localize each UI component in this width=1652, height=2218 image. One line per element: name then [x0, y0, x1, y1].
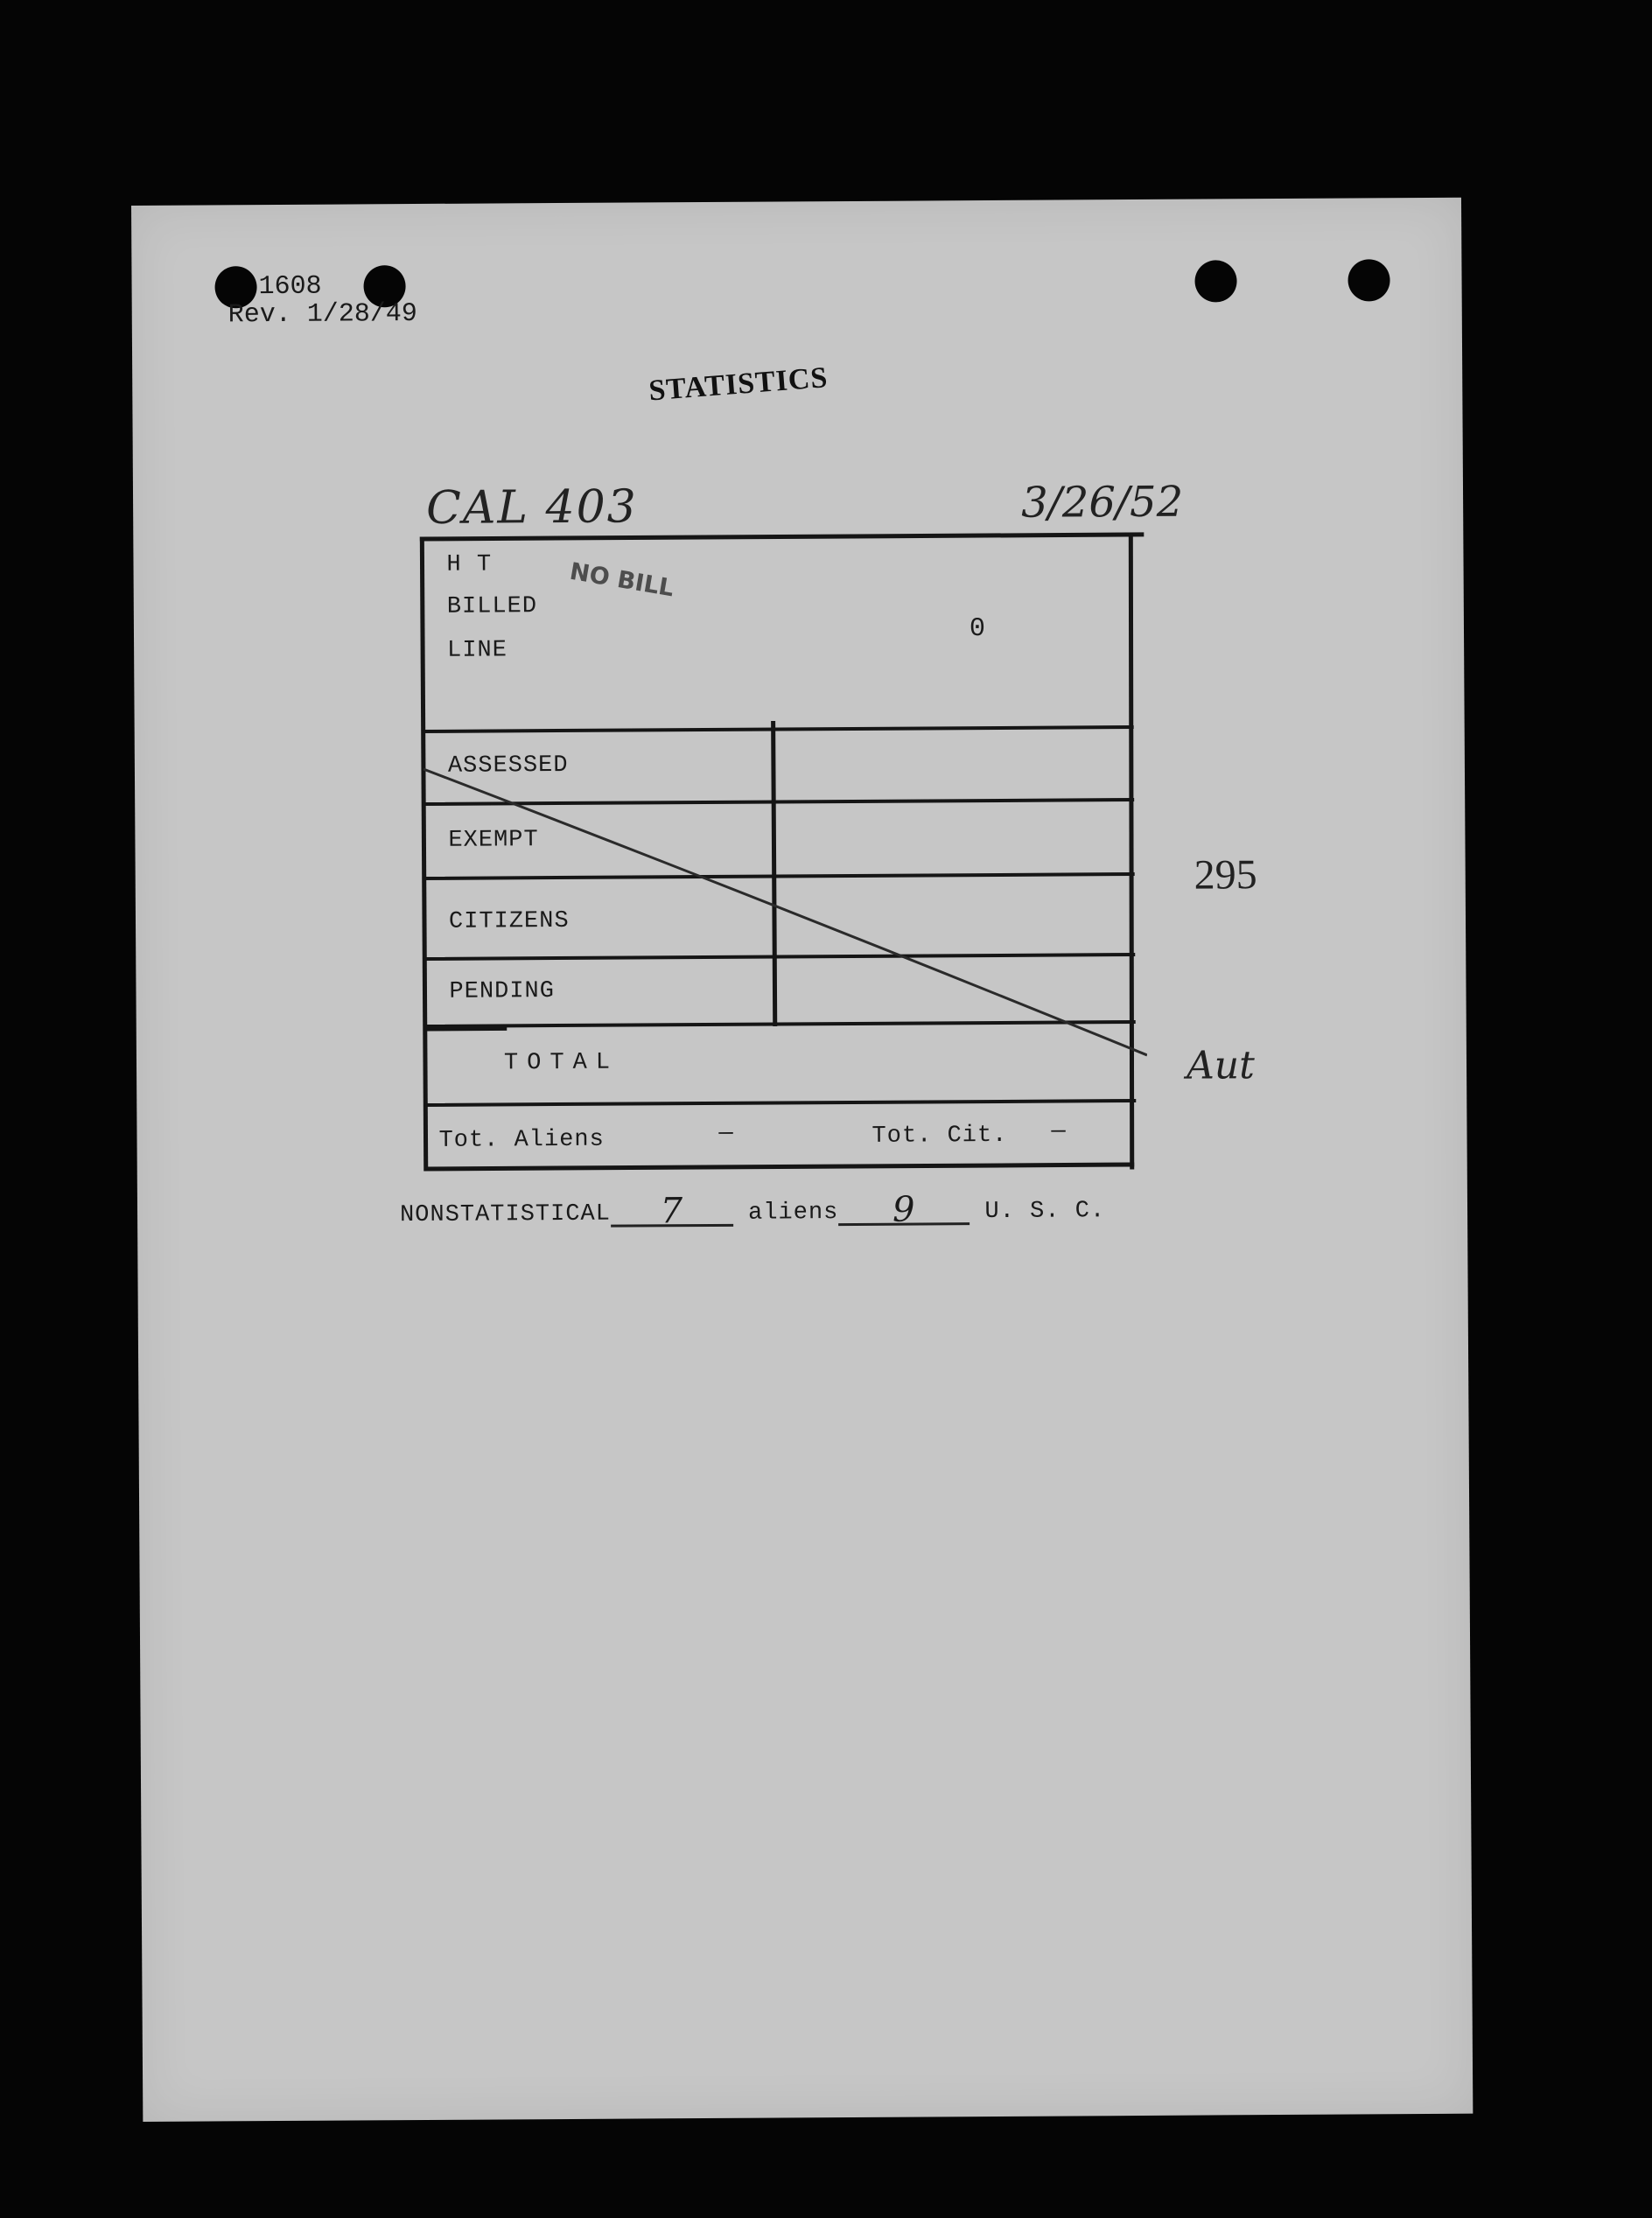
usc-count: 9	[838, 1196, 970, 1226]
case-date: 3/26/52	[1020, 477, 1184, 528]
aliens-count: 7	[611, 1198, 733, 1228]
form-number-block	[228, 272, 416, 329]
label-tot-aliens: Tot. Aliens	[438, 1126, 605, 1154]
label-exempt: EXEMPT	[448, 827, 539, 854]
label-assessed: ASSESSED	[447, 752, 569, 780]
handwritten-initials: Aut	[1186, 1043, 1255, 1088]
label-total: TOTAL	[503, 1049, 620, 1077]
margin-number: 295	[1194, 851, 1257, 899]
form-number: 1608	[258, 271, 322, 303]
label-billed: BILLED	[446, 593, 538, 620]
label-line: LINE	[447, 637, 508, 664]
bill-count-value: 0	[969, 614, 986, 645]
nonstatistical-label: NONSTATISTICAL	[399, 1200, 611, 1229]
aliens-label: aliens	[748, 1200, 839, 1227]
label-tot-cit: Tot. Cit.	[872, 1122, 1008, 1150]
statistics-table	[417, 530, 1148, 1182]
table-grid	[417, 530, 1148, 1182]
label-pending: PENDING	[449, 978, 556, 1005]
usc-label: U. S. C.	[984, 1198, 1106, 1226]
punch-hole	[1194, 260, 1236, 302]
tot-aliens-value: —	[718, 1120, 734, 1147]
tot-cit-value: —	[1051, 1118, 1067, 1145]
form-revision: Rev. 1/28/49	[228, 299, 417, 331]
no-bill-stamp: NO BILL	[567, 557, 676, 603]
punch-hole	[1348, 259, 1390, 301]
label-ht: H T	[446, 551, 493, 578]
statistics-stamp: STATISTICS	[648, 361, 830, 408]
label-citizens: CITIZENS	[448, 907, 570, 935]
case-file-number: CAL 403	[425, 480, 638, 535]
document-page	[131, 198, 1473, 2122]
nonstatistical-line	[399, 1189, 1106, 1232]
